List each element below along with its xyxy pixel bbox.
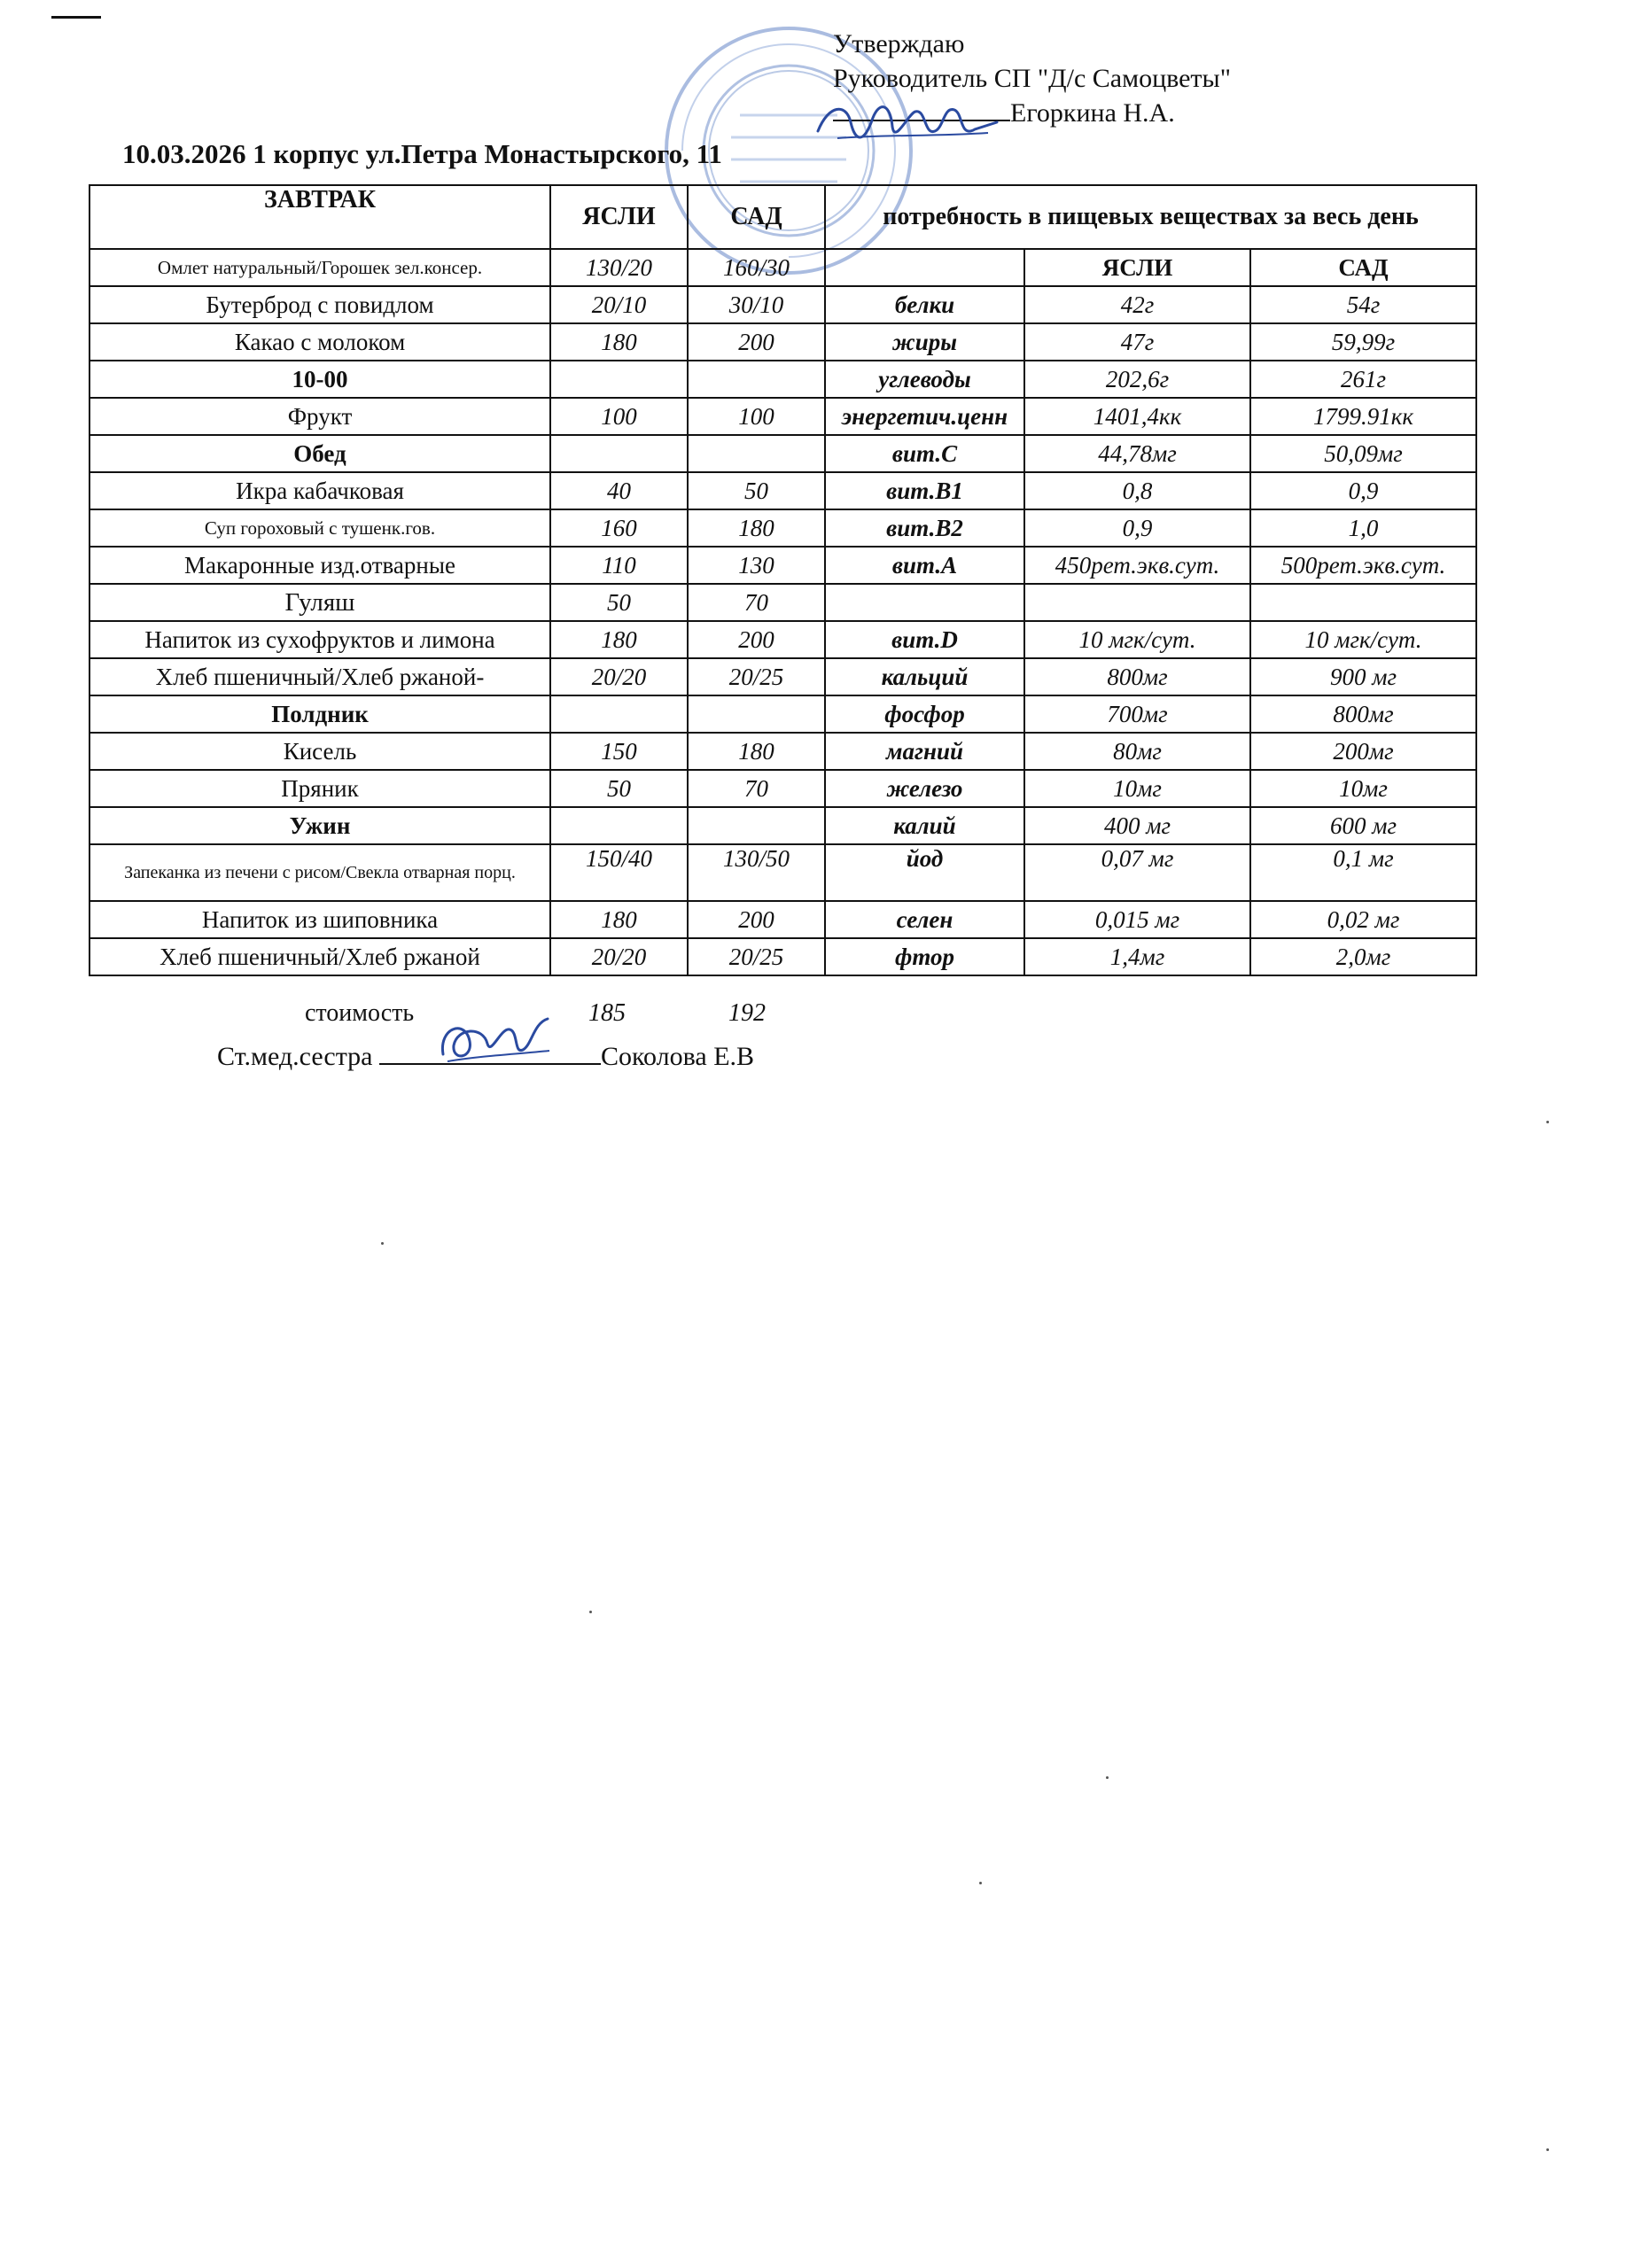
table-row <box>90 901 1476 938</box>
sad-qty-cell: 130 <box>688 547 825 584</box>
yasli-qty-cell: 180 <box>550 901 688 938</box>
nutrient-cell: вит.С <box>825 435 1024 472</box>
menu-table <box>89 184 1477 976</box>
nutrient-sad-cell: 800мг <box>1250 695 1476 733</box>
dish-cell: Макаронные изд.отварные <box>90 547 550 584</box>
nutrient-yasli-cell: 0,8 <box>1024 472 1250 509</box>
table-row <box>90 695 1476 733</box>
dish-cell: Икра кабачковая <box>90 472 550 509</box>
nutrient-yasli-cell: 450рет.экв.сут. <box>1024 547 1250 584</box>
nutrient-sad-cell: 900 мг <box>1250 658 1476 695</box>
nutrient-yasli-cell: 47г <box>1024 323 1250 361</box>
header-needs: потребность в пищевых веществах за весь день <box>825 185 1476 249</box>
nutrient-sad-cell: 261г <box>1250 361 1476 398</box>
sad-qty-cell: 180 <box>688 509 825 547</box>
table-row <box>90 472 1476 509</box>
yasli-qty-cell: 20/20 <box>550 938 688 975</box>
nutrient-sad-cell: 10мг <box>1250 770 1476 807</box>
yasli-qty-cell: 130/20 <box>550 249 688 286</box>
nurse-signature <box>434 1010 554 1070</box>
table-header-row <box>90 185 1476 249</box>
yasli-qty-cell: 150/40 <box>550 844 688 901</box>
nutrient-cell: вит.В1 <box>825 472 1024 509</box>
dish-cell: Напиток из сухофруктов и лимона <box>90 621 550 658</box>
nutrient-sad-cell: 10 мгк/сут. <box>1250 621 1476 658</box>
nutrient-sad-cell: 1799.91кк <box>1250 398 1476 435</box>
table-row <box>90 435 1476 472</box>
sad-qty-cell: 160/30 <box>688 249 825 286</box>
yasli-qty-cell: 20/20 <box>550 658 688 695</box>
nutrient-sad-cell <box>1250 584 1476 621</box>
nurse-role: Ст.мед.сестра <box>217 1042 373 1071</box>
cost-sad: 192 <box>728 999 766 1027</box>
sad-qty-cell: 30/10 <box>688 286 825 323</box>
table-row <box>90 286 1476 323</box>
nutrient-sad-cell: 2,0мг <box>1250 938 1476 975</box>
sad-qty-cell: 20/25 <box>688 938 825 975</box>
table-row <box>90 249 1476 286</box>
nutrient-cell: белки <box>825 286 1024 323</box>
scan-speck <box>589 1611 592 1613</box>
sad-qty-cell: 70 <box>688 584 825 621</box>
table-row <box>90 323 1476 361</box>
nutrient-yasli-cell: 202,6г <box>1024 361 1250 398</box>
nutrient-cell: калий <box>825 807 1024 844</box>
nutrient-sad-cell: 50,09мг <box>1250 435 1476 472</box>
approval-position: Руководитель СП "Д/с Самоцветы" <box>833 64 1231 93</box>
dish-cell: Запеканка из печени с рисом/Свекла отварная порц. <box>90 844 550 901</box>
dish-cell: Полдник <box>90 695 550 733</box>
nutrient-sad-cell: 0,02 мг <box>1250 901 1476 938</box>
dish-cell: Хлеб пшеничный/Хлеб ржаной <box>90 938 550 975</box>
table-row <box>90 733 1476 770</box>
corner-mark <box>51 16 101 19</box>
sad-qty-cell: 130/50 <box>688 844 825 901</box>
nutrient-cell: кальций <box>825 658 1024 695</box>
dish-cell: Бутерброд с повидлом <box>90 286 550 323</box>
nutrient-cell: магний <box>825 733 1024 770</box>
nutrient-yasli-cell: 700мг <box>1024 695 1250 733</box>
nutrient-yasli-cell: 80мг <box>1024 733 1250 770</box>
nutrient-cell: селен <box>825 901 1024 938</box>
sad-qty-cell <box>688 361 825 398</box>
sad-qty-cell: 200 <box>688 621 825 658</box>
table-row <box>90 509 1476 547</box>
yasli-qty-cell: 150 <box>550 733 688 770</box>
sad-qty-cell: 70 <box>688 770 825 807</box>
needs-subheader-sad: САД <box>1250 249 1476 286</box>
nutrient-yasli-cell: 0,9 <box>1024 509 1250 547</box>
nutrient-sad-cell: 59,99г <box>1250 323 1476 361</box>
nutrient-cell: вит.В2 <box>825 509 1024 547</box>
dish-cell: Омлет натуральный/Горошек зел.консер. <box>90 249 550 286</box>
table-row <box>90 398 1476 435</box>
nutrient-sad-cell: 0,9 <box>1250 472 1476 509</box>
sad-qty-cell: 200 <box>688 901 825 938</box>
nutrient-sad-cell: 600 мг <box>1250 807 1476 844</box>
scan-speck <box>1546 1121 1549 1123</box>
dish-cell: Обед <box>90 435 550 472</box>
table-row <box>90 658 1476 695</box>
table-row <box>90 547 1476 584</box>
approver-name: Егоркина Н.А. <box>1010 98 1175 128</box>
nutrient-yasli-cell: 10 мгк/сут. <box>1024 621 1250 658</box>
nurse-name: Соколова Е.В <box>601 1042 755 1071</box>
table-row <box>90 621 1476 658</box>
yasli-qty-cell <box>550 361 688 398</box>
nutrient-yasli-cell <box>1024 584 1250 621</box>
nutrient-sad-cell: 1,0 <box>1250 509 1476 547</box>
nutrient-cell: фтор <box>825 938 1024 975</box>
nutrient-cell: фосфор <box>825 695 1024 733</box>
scan-speck <box>1546 2148 1549 2151</box>
sad-qty-cell <box>688 695 825 733</box>
nutrient-cell: йод <box>825 844 1024 901</box>
sad-qty-cell: 200 <box>688 323 825 361</box>
yasli-qty-cell <box>550 695 688 733</box>
scan-speck <box>979 1882 982 1884</box>
needs-subheader-blank <box>825 249 1024 286</box>
table-row <box>90 770 1476 807</box>
dish-cell: Гуляш <box>90 584 550 621</box>
nutrient-sad-cell: 54г <box>1250 286 1476 323</box>
yasli-qty-cell: 160 <box>550 509 688 547</box>
yasli-qty-cell: 180 <box>550 323 688 361</box>
cost-label: стоимость <box>305 999 415 1027</box>
yasli-qty-cell: 180 <box>550 621 688 658</box>
nutrient-cell: вит.А <box>825 547 1024 584</box>
table-row <box>90 361 1476 398</box>
sad-qty-cell: 50 <box>688 472 825 509</box>
sad-qty-cell <box>688 435 825 472</box>
dish-cell: Ужин <box>90 807 550 844</box>
nutrient-yasli-cell: 1401,4кк <box>1024 398 1250 435</box>
director-signature <box>811 96 1001 151</box>
yasli-qty-cell <box>550 807 688 844</box>
dish-cell: Какао с молоком <box>90 323 550 361</box>
nutrient-sad-cell: 500рет.экв.сут. <box>1250 547 1476 584</box>
dish-cell: 10-00 <box>90 361 550 398</box>
yasli-qty-cell <box>550 435 688 472</box>
yasli-qty-cell: 20/10 <box>550 286 688 323</box>
nutrient-yasli-cell: 0,015 мг <box>1024 901 1250 938</box>
scan-speck <box>1106 1776 1109 1779</box>
scan-speck <box>381 1242 384 1245</box>
dish-cell: Хлеб пшеничный/Хлеб ржаной- <box>90 658 550 695</box>
nutrient-cell <box>825 584 1024 621</box>
yasli-qty-cell: 50 <box>550 770 688 807</box>
dish-cell: Фрукт <box>90 398 550 435</box>
nutrient-yasli-cell: 0,07 мг <box>1024 844 1250 901</box>
nutrient-sad-cell: 0,1 мг <box>1250 844 1476 901</box>
header-meal: ЗАВТРАК <box>90 185 550 249</box>
sad-qty-cell <box>688 807 825 844</box>
approval-heading: Утверждаю <box>833 29 965 58</box>
dish-cell: Суп гороховый с тушенк.гов. <box>90 509 550 547</box>
nutrient-yasli-cell: 800мг <box>1024 658 1250 695</box>
sad-qty-cell: 180 <box>688 733 825 770</box>
cost-yasli: 185 <box>588 999 626 1027</box>
yasli-qty-cell: 40 <box>550 472 688 509</box>
header-sad: САД <box>688 185 825 249</box>
table-row <box>90 938 1476 975</box>
nutrient-yasli-cell: 42г <box>1024 286 1250 323</box>
nutrient-yasli-cell: 44,78мг <box>1024 435 1250 472</box>
sad-qty-cell: 100 <box>688 398 825 435</box>
dish-cell: Напиток из шиповника <box>90 901 550 938</box>
nutrient-cell: углеводы <box>825 361 1024 398</box>
nutrient-yasli-cell: 1,4мг <box>1024 938 1250 975</box>
needs-subheader-yasli: ЯСЛИ <box>1024 249 1250 286</box>
header-yasli: ЯСЛИ <box>550 185 688 249</box>
yasli-qty-cell: 110 <box>550 547 688 584</box>
nutrient-cell: жиры <box>825 323 1024 361</box>
table-row <box>90 584 1476 621</box>
nutrient-cell: железо <box>825 770 1024 807</box>
sad-qty-cell: 20/25 <box>688 658 825 695</box>
table-row <box>90 844 1476 901</box>
nutrient-yasli-cell: 400 мг <box>1024 807 1250 844</box>
nutrient-sad-cell: 200мг <box>1250 733 1476 770</box>
yasli-qty-cell: 50 <box>550 584 688 621</box>
dish-cell: Пряник <box>90 770 550 807</box>
table-row <box>90 807 1476 844</box>
document-title: 10.03.2026 1 корпус ул.Петра Монастырского, 11 <box>122 138 722 169</box>
dish-cell: Кисель <box>90 733 550 770</box>
nutrient-cell: энергетич.ценн <box>825 398 1024 435</box>
nutrient-yasli-cell: 10мг <box>1024 770 1250 807</box>
yasli-qty-cell: 100 <box>550 398 688 435</box>
nutrient-cell: вит.D <box>825 621 1024 658</box>
